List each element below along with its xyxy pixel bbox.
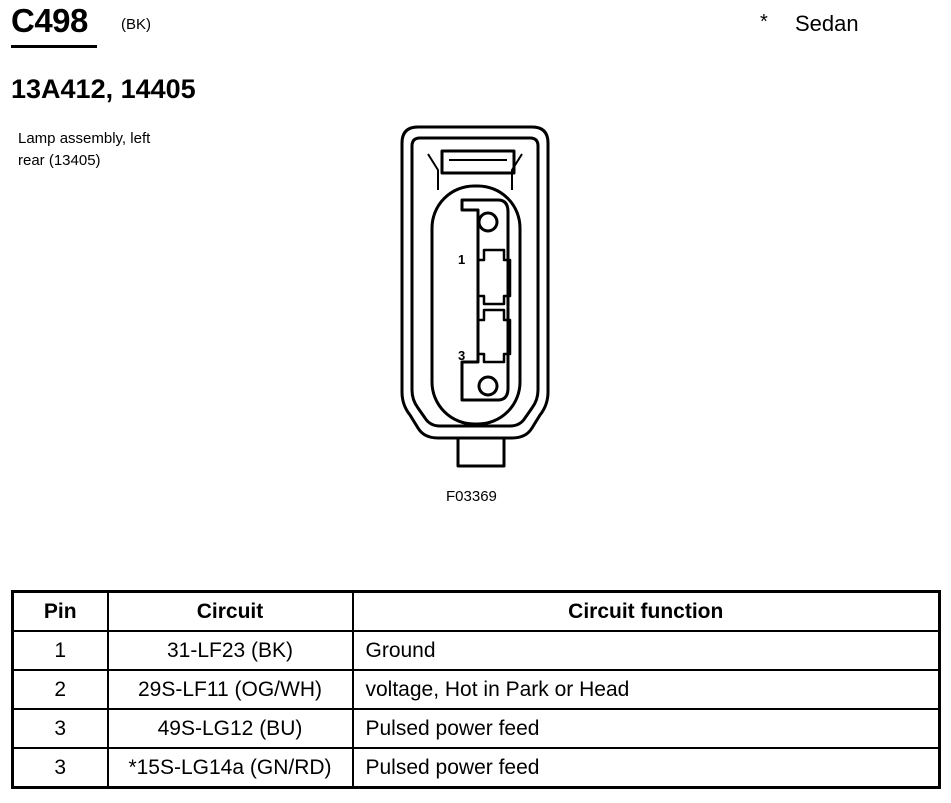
column-header-circuit: Circuit	[108, 592, 353, 632]
table-row	[13, 631, 940, 670]
table-header-row	[13, 592, 940, 632]
insert-hole-top	[479, 213, 497, 231]
component-desc-line2: rear (13405)	[18, 152, 101, 169]
component-description	[18, 128, 218, 172]
cell-pin: 3	[13, 748, 108, 788]
insert-hole-bottom	[479, 377, 497, 395]
column-header-function: Circuit function	[353, 592, 940, 632]
table-row	[13, 748, 940, 788]
pinout-table	[11, 590, 941, 789]
latch-arm-left	[428, 154, 438, 190]
cell-circuit: *15S-LG14a (GN/RD)	[108, 748, 353, 788]
cell-function: Pulsed power feed	[353, 709, 940, 748]
cell-circuit: 49S-LG12 (BU)	[108, 709, 353, 748]
component-desc-line1: Lamp assembly, left	[18, 130, 151, 147]
table-row	[13, 709, 940, 748]
note-marker: *	[760, 11, 768, 33]
terminal-slot-3	[478, 310, 510, 362]
connector-color: (BK)	[121, 16, 151, 33]
connector-id-underline	[11, 45, 97, 48]
part-numbers: 13A412, 14405	[11, 74, 196, 104]
cell-function: voltage, Hot in Park or Head	[353, 670, 940, 709]
cell-function: Pulsed power feed	[353, 748, 940, 788]
connector-id: C498	[11, 2, 88, 39]
column-header-pin: Pin	[13, 592, 108, 632]
connector-bottom-tab	[458, 438, 504, 466]
cell-pin: 3	[13, 709, 108, 748]
figure-id: F03369	[446, 488, 497, 505]
cell-circuit: 29S-LF11 (OG/WH)	[108, 670, 353, 709]
connector-latch	[442, 151, 514, 173]
cell-pin: 1	[13, 631, 108, 670]
terminal-slot-1	[478, 250, 510, 304]
table-row	[13, 670, 940, 709]
pin-label-3: 3	[458, 348, 466, 363]
connector-face-diagram	[380, 120, 570, 476]
cell-circuit: 31-LF23 (BK)	[108, 631, 353, 670]
pin-label-1: 1	[458, 252, 466, 267]
cell-function: Ground	[353, 631, 940, 670]
note-text: Sedan	[795, 11, 859, 36]
cell-pin: 2	[13, 670, 108, 709]
